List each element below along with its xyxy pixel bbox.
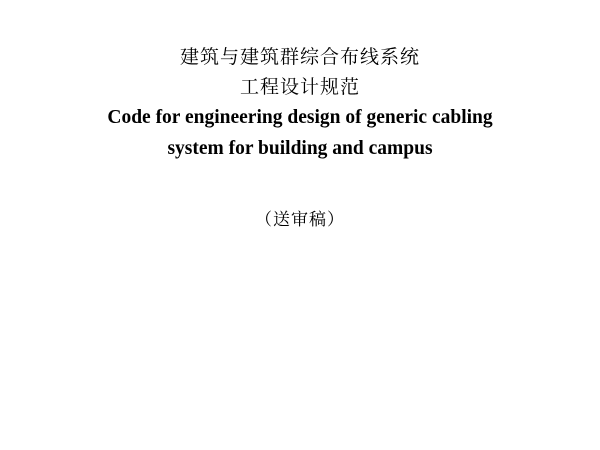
title-block: [0, 42, 600, 164]
subtitle-text: （送审稿）: [255, 210, 345, 230]
title-line-chinese-2: 工程设计规范: [239, 76, 360, 98]
title-line-chinese-1: 建筑与建筑群综合布线系统: [179, 46, 420, 68]
title-line-english-2: system for building and campus: [167, 138, 433, 159]
title-line-english-1: Code for engineering design of generic cabling: [107, 107, 493, 128]
subtitle-block: [0, 206, 600, 234]
